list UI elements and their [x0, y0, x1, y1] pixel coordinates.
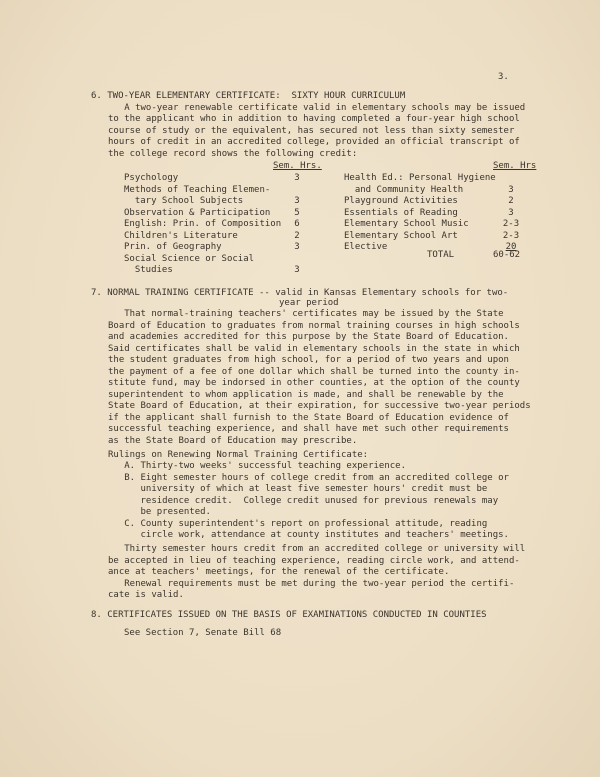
- course-row: [124, 185, 304, 197]
- text-line: C. County superintendent's report on professional attitude, reading: [108, 518, 488, 529]
- course-hours: 5: [294, 207, 300, 218]
- course-hours: 6: [294, 219, 300, 229]
- course-name: English: Prin. of Composition: [124, 219, 282, 229]
- text-line: superintendent to whom application is made, and shall be renewable by the: [108, 389, 504, 400]
- course-row: [344, 219, 526, 231]
- course-name: Playground Activities: [344, 196, 458, 206]
- text-line: circle work, attendance at county institutes and teachers' meetings.: [108, 530, 509, 540]
- text-line: ance at teachers' meetings, for the renewal of the certificate.: [108, 567, 450, 577]
- text-line: be presented.: [108, 507, 211, 517]
- right-sem-hrs-header: Sem. Hrs: [493, 161, 537, 171]
- course-row: [124, 219, 304, 231]
- course-row: [344, 196, 526, 208]
- course-hours: 3: [508, 207, 514, 218]
- course-row: [344, 185, 526, 197]
- section-8-note: See Section 7, Senate Bill 68: [124, 628, 282, 638]
- text-line: to the applicant who in addition to having completed a four-year high school: [108, 114, 520, 124]
- course-row: [124, 173, 304, 185]
- text-line: and academies accredited for this purpose by the State Board of Education.: [108, 332, 509, 342]
- course-name: Children's Literature: [124, 230, 238, 241]
- text-line: as the State Board of Education may prescribe.: [108, 435, 358, 446]
- course-name: Health Ed.: Personal Hygiene: [344, 173, 496, 183]
- course-row: [344, 173, 526, 185]
- course-hours: 3: [294, 196, 300, 206]
- text-line: if the applicant shall furnish to the State Board of Education evidence of: [108, 412, 509, 423]
- course-hours: 2: [508, 196, 514, 206]
- course-row: [124, 231, 304, 243]
- course-row: [124, 208, 304, 220]
- text-line: Said certificates shall be valid in elementary schools in the state in which: [108, 343, 520, 354]
- course-name: Essentials of Reading: [344, 207, 458, 218]
- course-name: Elementary School Music: [344, 219, 469, 229]
- course-hours: 3: [508, 184, 514, 195]
- course-hours: 2-3: [502, 230, 520, 241]
- course-name: Elective: [344, 242, 388, 252]
- course-name: Psychology: [124, 173, 179, 183]
- text-line: A two-year renewable certificate valid in elementary schools may be issued: [108, 102, 526, 113]
- section-7-closing: [108, 544, 525, 602]
- text-line: Thirty semester hours credit from an accredited college or university will: [108, 544, 526, 554]
- course-name: tary School Subjects: [124, 196, 244, 206]
- text-line: residence credit. College credit unused for previous renewals may: [108, 495, 499, 506]
- text-line: stitute fund, may be indorsed in other counties, at the option of the county: [108, 378, 520, 388]
- text-line: course of study or the equivalent, has secured not less than sixty semester: [108, 125, 515, 136]
- page-number: 3.: [498, 72, 509, 82]
- text-line: university of which at least five semester hours' credit must be: [108, 484, 488, 494]
- course-row: [344, 208, 526, 220]
- section-6-heading: 6. TWO-YEAR ELEMENTARY CERTIFICATE: SIXTY HOUR CURRICULUM: [91, 91, 406, 101]
- course-hours: 3: [294, 173, 300, 183]
- course-name: Observation & Participation: [124, 207, 271, 218]
- section-7-body: [108, 309, 531, 447]
- course-name: Studies: [124, 265, 173, 275]
- course-row: [124, 196, 304, 208]
- course-name: Social Science or Social: [124, 253, 255, 264]
- course-row: [344, 231, 526, 243]
- course-hours: 20: [505, 242, 517, 252]
- text-line: State Board of Education, at their expiration, for successive two-year periods: [108, 401, 531, 411]
- text-line: hours of credit in an accredited college, provided an official transcript of: [108, 137, 520, 147]
- text-line: the payment of a fee of one dollar which shall be turned into the county in-: [108, 366, 520, 377]
- text-line: the college record shows the following credit:: [108, 148, 358, 159]
- course-hours: 3: [294, 242, 300, 252]
- course-hours: 2-3: [502, 219, 520, 229]
- total-value: 60-62: [493, 250, 521, 260]
- text-line: successful teaching experience, and shall have met such other requirements: [108, 424, 509, 434]
- right-course-table: [344, 173, 526, 254]
- course-name: Prin. of Geography: [124, 242, 222, 252]
- text-line: Renewal requirements must be met during the two-year period the certifi-: [108, 578, 515, 589]
- section-7-heading: 7. NORMAL TRAINING CERTIFICATE -- valid in Kansas Elementary schools for two-: [91, 288, 509, 298]
- text-line: the student graduates from high school, for a period of two years and upon: [108, 355, 509, 365]
- left-sem-hrs-header: Sem. Hrs.: [273, 161, 322, 171]
- rulings-list: [108, 461, 509, 542]
- course-hours: 3: [294, 265, 300, 275]
- course-name: Elementary School Art: [344, 230, 458, 241]
- course-name: Methods of Teaching Elemen-: [124, 184, 271, 195]
- section-7-heading-cont: year period: [279, 298, 339, 308]
- course-name: and Community Health: [344, 184, 464, 195]
- left-course-table: [124, 173, 304, 277]
- total-label: TOTAL: [427, 250, 455, 260]
- course-hours: 2: [294, 230, 300, 241]
- course-row: [124, 265, 304, 277]
- rulings-title: Rulings on Renewing Normal Training Certificate:: [108, 450, 369, 460]
- text-line: A. Thirty-two weeks' successful teaching experience.: [108, 461, 407, 471]
- course-row: [124, 254, 304, 266]
- section-6-body: [108, 103, 525, 161]
- text-line: Board of Education to graduates from normal training courses in high schools: [108, 320, 520, 331]
- course-row: [124, 242, 304, 254]
- text-line: B. Eight semester hours of college credit from an accredited college or: [108, 472, 509, 483]
- text-line: That normal-training teachers' certificates may be issued by the State: [108, 309, 504, 319]
- text-line: be accepted in lieu of teaching experience, reading circle work, and attend-: [108, 555, 520, 566]
- section-8-heading: 8. CERTIFICATES ISSUED ON THE BASIS OF EXAMINATIONS CONDUCTED IN COUNTIES: [91, 610, 487, 620]
- text-line: cate is valid.: [108, 590, 184, 600]
